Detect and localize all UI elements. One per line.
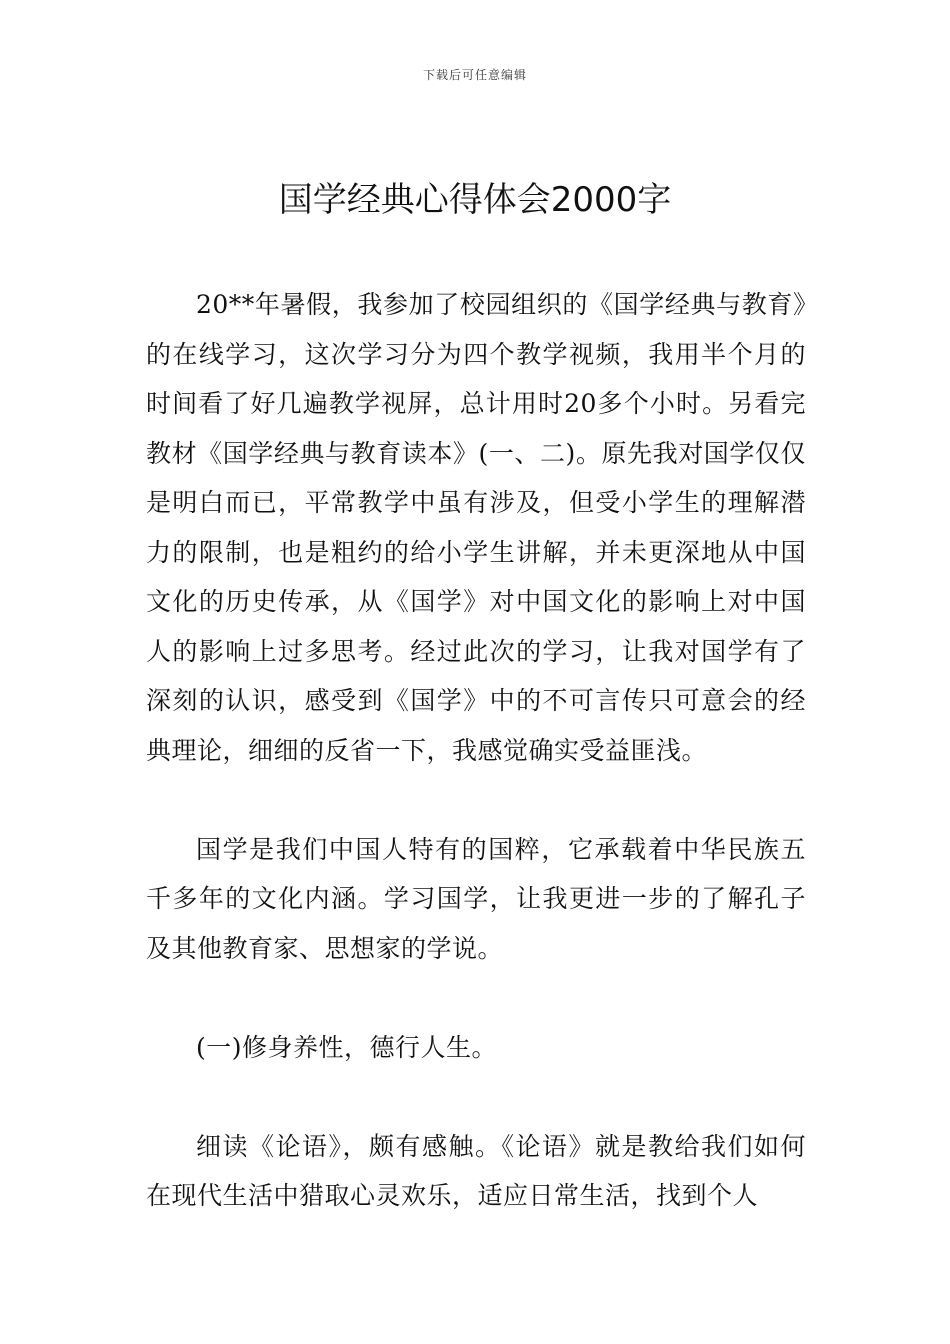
paragraph-spacer [146,973,806,1023]
header-note: 下载后可任意编辑 [422,68,527,82]
paragraph-2: 国学是我们中国人特有的国粹，它承载着中华民族五千多年的文化内涵。学习国学，让我更进一步的了解孔子及其他教育家、思想家的学说。 [146,834,806,963]
paragraph-spacer [146,775,806,825]
section-heading-1: (一)修身养性，德行人生。 [196,1032,498,1062]
document-title: 国学经典心得体会2000字 [278,180,672,220]
paragraph-1: 20**年暑假，我参加了校园组织的《国学经典与教育》的在线学习，这次学习分为四个教学视频，我用半个月的时间看了好几遍教学视屏，总计用时20多个小时。另看完教材《国学经典与教育读本》(一、二)。原先我对国学仅仅是明白而已，平常教学中虽有涉及，但受小学生的理解潜力的限制，也是粗约的给小学生讲解，并未更深地从中国文化的历史传承，从《国学》对中国文化的影响上对中国人的影响上过多思考。经过此次的学习，让我对国学有了深刻的认识，感受到《国学》中的不可言传只可意会的经典理论，细细的反省一下，我感觉确实受益匪浅。 [146,290,806,765]
paragraph-spacer [146,1072,806,1122]
document-body [146,280,806,1221]
paragraph-3: 细读《论语》，颇有感触。《论语》就是教给我们如何在现代生活中猎取心灵欢乐，适应日常生活，找到个人 [146,1131,806,1210]
